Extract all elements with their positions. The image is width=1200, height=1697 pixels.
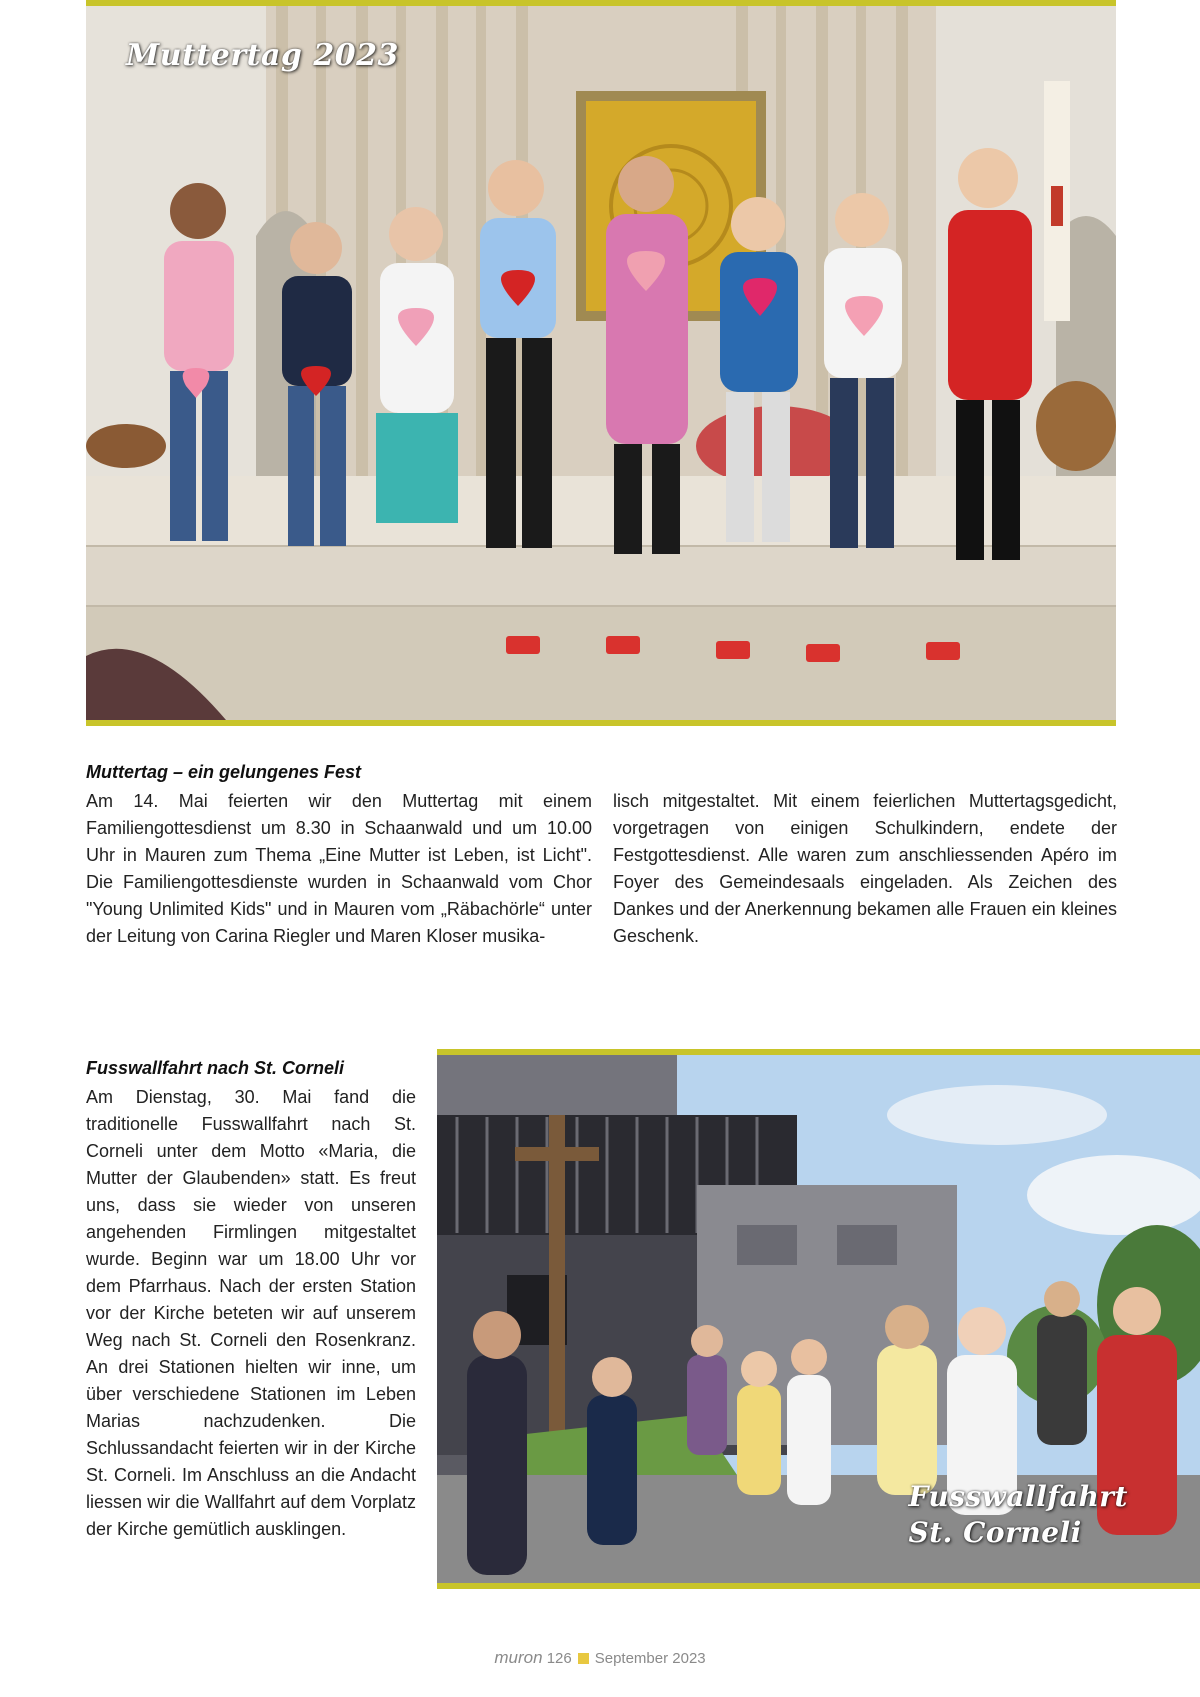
wallfahrt-caption-line-2: St. Corneli — [908, 1516, 1082, 1549]
muttertag-article-title: Muttertag – ein gelungenes Fest — [86, 762, 362, 782]
photo-bottom-bar — [437, 1583, 1200, 1589]
wallfahrt-article-title: Fusswallfahrt nach St. Corneli — [86, 1058, 345, 1078]
photo-bottom-bar — [86, 720, 1116, 726]
footer-brand: muron — [494, 1648, 543, 1667]
muttertag-photo-illustration — [86, 6, 1116, 720]
wallfahrt-article-body: Am Dienstag, 30. Mai fand die traditionelle Fusswallfahrt nach St. Corneli unter dem Motto «Maria, die Mutter der Glaubenden» statt. Es freut uns, dass sie wieder von unseren angehenden Firmlingen mitgestaltet wurde. Beginn war um 18.00 Uhr vor dem Pfarrhaus. Nach der ersten Station vor der Kirche beteten wir auf unserem Weg nach St. Corneli den Rosenkranz. An drei Stationen hielten wir inne, um über verschiedene Stationen im Leben Marias nachzudenken. Die Schlussandacht feierten wir in der Kirche St. Corneli. Im Anschluss an die Andacht liessen wir die Wallfahrt auf dem Vorplatz der Kirche gemütlich ausklingen. — [86, 1087, 416, 1539]
muttertag-photo-caption: Muttertag 2023 — [126, 38, 399, 73]
muttertag-photo-image — [86, 6, 1116, 720]
footer-square-icon — [578, 1653, 589, 1664]
muttertag-article-column-1: Am 14. Mai feierten wir den Muttertag mit einem Familiengottesdienst um 8.30 in Schaanwald und um 10.00 Uhr in Mauren zum Thema „Eine Mutter ist Leben, ist Licht". Die Familiengottesdienste wurden in Schaanwald vom Chor "Young Unlimited Kids" und in Mauren vom „Räbachörle“ unter der Leitung von Carina Riegler und Maren Kloser musika- — [86, 791, 592, 946]
wallfahrt-photo-caption — [908, 1479, 1128, 1551]
wallfahrt-photo — [437, 1049, 1200, 1589]
footer-date: September 2023 — [594, 1650, 706, 1667]
footer-issue-number: 126 — [546, 1650, 572, 1667]
wallfahrt-caption-line-1: Fusswallfahrt — [908, 1480, 1128, 1513]
muttertag-article-column-2: lisch mitgestaltet. Mit einem feierlichen Muttertagsgedicht, vorgetragen von einigen Schulkindern, endete der Festgottesdienst. Alle waren zum anschliessenden Apéro im Foyer des Gemeindesaals eingeladen. Als Zeichen des Dankes und der Anerkennung bekamen alle Frauen ein kleines Geschenk. — [613, 791, 1117, 946]
page-footer — [0, 1648, 1200, 1668]
muttertag-photo — [86, 0, 1116, 726]
